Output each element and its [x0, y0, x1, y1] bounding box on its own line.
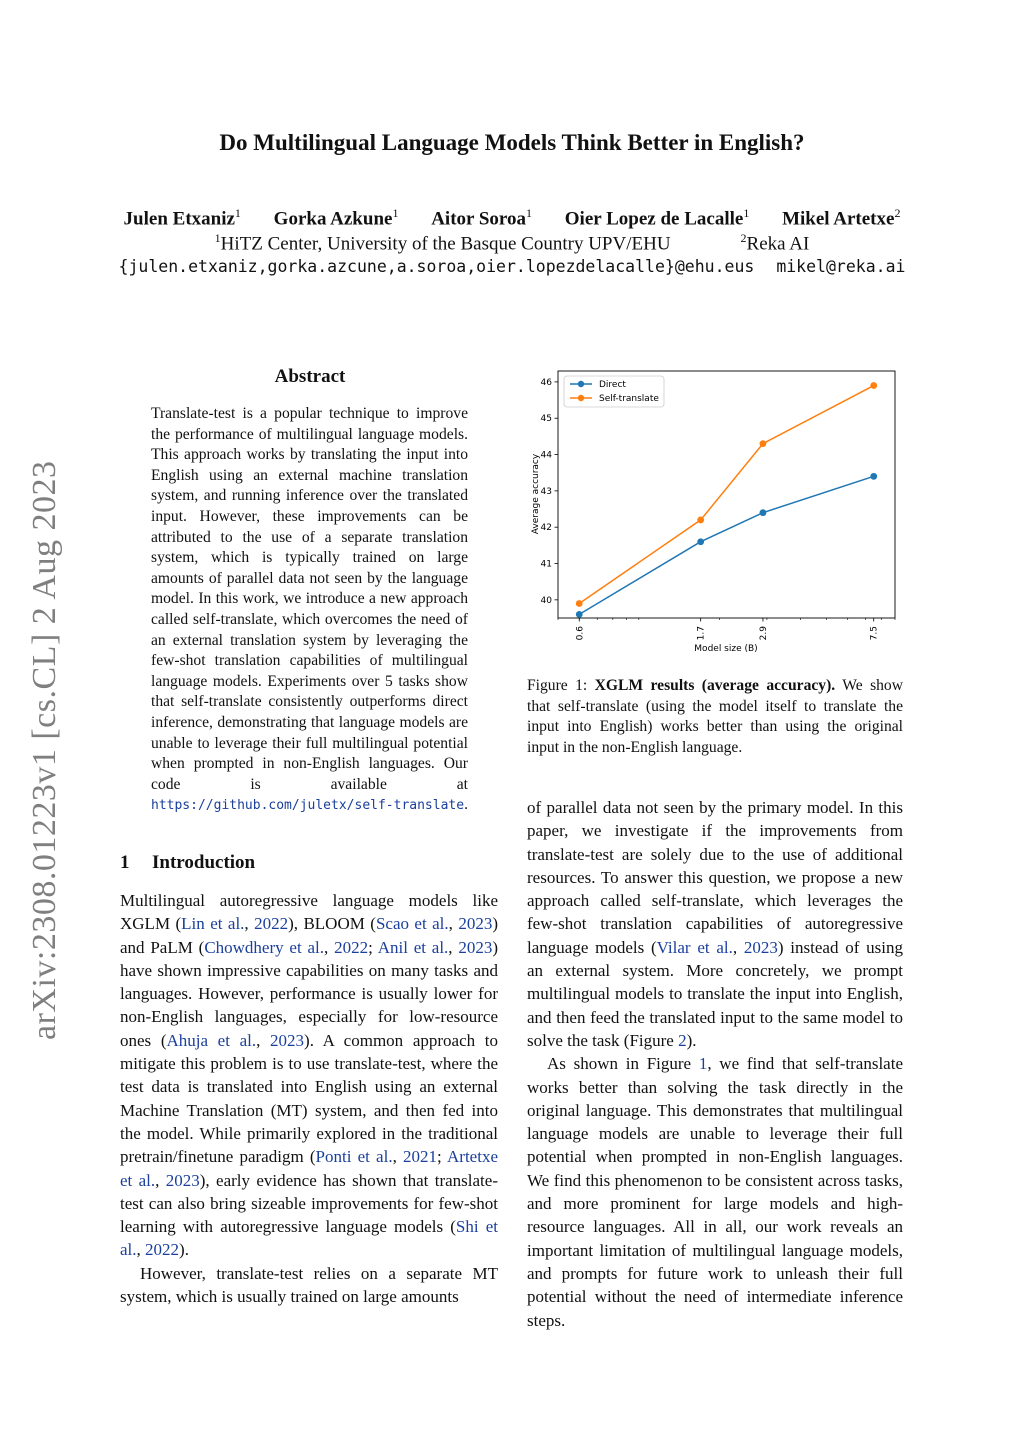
legend [564, 376, 664, 407]
citation-link[interactable]: Ponti et al. [315, 1147, 393, 1167]
citation-link[interactable]: 2 [678, 1030, 687, 1050]
citation-link[interactable]: 2021 [403, 1147, 438, 1167]
author-name: Oier Lopez de Lacalle [564, 208, 744, 230]
citation-link[interactable]: Anil et al. [377, 937, 449, 957]
y-tick-label: 40 [540, 595, 552, 606]
data-point-self-translate [870, 382, 877, 389]
text-run: , [244, 914, 255, 934]
author-name: Gorka Azkune [273, 208, 393, 230]
text-run: , [324, 937, 335, 957]
author-name: Aitor Soroa [431, 208, 527, 230]
x-axis-label: Model size (B) [694, 644, 758, 654]
text-run: , [448, 914, 459, 934]
author [431, 206, 532, 230]
paragraph [120, 889, 498, 1262]
y-tick-label: 44 [540, 450, 552, 461]
author-affil-mark: 2 [894, 206, 901, 220]
author [124, 206, 241, 230]
y-tick-label: 42 [540, 523, 552, 534]
legend-marker-direct [578, 381, 584, 387]
citation-link[interactable]: 1 [698, 1054, 708, 1074]
text-run: Multilingual autoregressive language models like XGLM ( [120, 891, 498, 934]
y-tick-label: 45 [540, 414, 552, 425]
affil-mark: 1 [214, 231, 221, 245]
y-tick-label: 43 [540, 486, 552, 497]
text-run: However, translate-test relies on a separate MT system, which is usually trained on large amounts [120, 1263, 498, 1307]
text-run: ; [368, 937, 378, 957]
author [782, 206, 900, 230]
abstract-end: . [464, 796, 468, 814]
paragraph [527, 796, 903, 1052]
caption-label: Figure 1: [527, 677, 595, 694]
text-run: ) instead of using an external system. More concretely, we prompt multilingual models to translate the input into English, and then feed the translated input to the same model to solve the task (Figure [527, 937, 903, 1050]
text-run: , we find that self-translate works better than solving the task directly in the original language. This demonstrates that multilingual language models are unable to leverage their full potential when prompted in non-English languages. We find this phenomenon to be consistent across tasks, and more prominent for large models and high-resource languages. All in all, our work reveals an important limitation of multilingual language models, and prompts for future work to unleash their full potential without the need of intermediate inference steps. [527, 1054, 903, 1330]
abstract-body [151, 404, 468, 817]
legend-label-direct: Direct [599, 380, 626, 390]
figure-caption [527, 676, 903, 758]
x-tick-label: 1.7 [696, 626, 707, 641]
x-tick-label: 0.6 [575, 626, 586, 641]
legend-label-self-translate: Self-translate [599, 394, 659, 404]
text-run: , [732, 937, 744, 957]
text-run: , [392, 1147, 404, 1167]
legend-marker-self-translate [578, 395, 584, 401]
data-point-direct [870, 473, 877, 480]
y-tick-label: 41 [540, 559, 552, 570]
affiliation: Reka AI [746, 233, 810, 255]
affiliation: HiTZ Center, University of the Basque Country UPV/EHU [220, 233, 671, 255]
figure-1 [527, 364, 907, 664]
author [565, 206, 750, 230]
arxiv-identifier: arXiv:2308.01223v1 [cs.CL] 2 Aug 2023 [26, 460, 63, 1040]
author-name: Mikel Artetxe [782, 208, 895, 230]
y-tick-label: 46 [540, 377, 552, 388]
text-run: of parallel data not seen by the primary model. In this paper, we investigate if the improvements from translate-test are solely due to the use of additional resources. To answer this question, we propose a new approach called self-translate, which leverages the few-shot translation capabilities of autoregressive language models ( [527, 798, 903, 957]
author-affil-mark: 1 [743, 206, 750, 220]
text-run: ). [179, 1240, 189, 1260]
affil-mark: 2 [740, 231, 747, 245]
text-run: ), BLOOM ( [288, 914, 376, 934]
section-number: 1 [120, 852, 130, 873]
data-point-self-translate [760, 440, 767, 447]
citation-link[interactable]: Lin et al. [181, 914, 245, 934]
text-run: ) have shown impressive capabilities on many tasks and languages. However, performance is usually lower for non-English languages, especially for low-resource ones ( [120, 937, 499, 1050]
accuracy-line-chart [527, 364, 907, 664]
text-run: , [448, 937, 459, 957]
citation-link[interactable]: Artetxe et al. [120, 1147, 498, 1190]
citation-link[interactable]: Chowdhery et al. [204, 937, 325, 957]
data-point-direct [576, 611, 583, 618]
text-run: ), early evidence has shown that translate-test can also bring sizeable improvements for few-shot learning with autoregressive language models ( [120, 1170, 498, 1237]
citation-link[interactable]: 2023 [165, 1170, 200, 1190]
caption-text: We show that self-translate (using the model itself to translate the input into English) works better than using the original input in the non-English language. [527, 677, 903, 756]
intro-left-column [120, 889, 498, 1308]
citation-link[interactable]: 2023 [270, 1030, 305, 1050]
section-title: Introduction [152, 852, 256, 873]
section-heading [120, 852, 255, 874]
citation-link[interactable]: 2023 [458, 914, 493, 934]
author-name: Julen Etxaniz [123, 208, 235, 230]
plot-frame [558, 371, 895, 618]
text-run: , [256, 1030, 271, 1050]
citation-link[interactable]: Vilar et al. [656, 937, 733, 957]
series-line-self-translate [579, 386, 873, 604]
paragraph [120, 1262, 498, 1309]
citation-link[interactable]: 2023 [458, 937, 493, 957]
series-line-direct [579, 476, 873, 614]
author-affil-mark: 1 [392, 206, 399, 220]
author-affil-mark: 1 [234, 206, 241, 220]
citation-link[interactable]: Ahuja et al. [166, 1030, 257, 1050]
intro-right-column [527, 796, 903, 1332]
author-affil-mark: 1 [526, 206, 533, 220]
citation-link[interactable]: Shi et al. [120, 1217, 499, 1260]
abstract-heading: Abstract [274, 366, 346, 387]
paper-title: Do Multilingual Language Models Think Better in English? [219, 130, 805, 155]
citation-link[interactable]: Scao et al. [375, 914, 449, 934]
email[interactable]: mikel@reka.ai [776, 257, 906, 276]
text-run: ). [686, 1030, 697, 1050]
text-run: ) and PaLM ( [120, 914, 499, 957]
text-run: , [155, 1170, 166, 1190]
abstract-text: Translate-test is a popular technique to improve the performance of multilingual language models. This approach works by translating the input into English using an external machine translation system, and running inference over the translated input. However, these improvements can be attributed to the use of a separate translation system, which is typically trained on large amounts of parallel data not seen by the language model. In this work, we introduce a new approach called self-translate, which overcomes the need of an external translation system by leveraging the few-shot translation capabilities of multilingual language models. Experiments over 5 tasks show that self-translate consistently outperforms direct inference, demonstrating that language models are unable to leverage their full multilingual potential when prompted in non-English languages. Our code is available at [151, 405, 468, 793]
text-run: ; [437, 1147, 448, 1167]
author [274, 206, 399, 230]
text-run: ). A common approach to mitigate this problem is to use translate-test, where the test data is translated into English using an external Machine Translation (MT) system, and then fed into the model. While primarily explored in the traditional pretrain/finetune paradigm ( [120, 1030, 498, 1167]
citation-link[interactable]: 2022 [145, 1240, 180, 1260]
citation-link[interactable]: 2022 [254, 914, 289, 934]
citation-link[interactable]: 2023 [743, 937, 778, 957]
email[interactable]: {julen.etxaniz,gorka.azcune,a.soroa,oier.lopezdelacalle}@ehu.eus [118, 257, 755, 276]
text-run: , [136, 1240, 146, 1260]
data-point-direct [697, 538, 704, 545]
x-tick-label: 2.9 [758, 626, 769, 641]
paragraph [527, 1052, 903, 1332]
emails [0, 257, 1024, 276]
data-point-self-translate [576, 600, 583, 607]
citation-link[interactable]: 2022 [334, 937, 369, 957]
author-list [20, 206, 1004, 230]
data-point-direct [760, 509, 767, 516]
code-link[interactable]: https://github.com/juletx/self-translate [151, 798, 465, 814]
affiliations [0, 231, 1024, 255]
y-axis-label: Average accuracy [531, 453, 541, 535]
caption-bold: XGLM results (average accuracy). [594, 677, 836, 694]
x-tick-label: 7.5 [869, 626, 880, 641]
text-run: As shown in Figure [547, 1054, 699, 1074]
data-point-self-translate [697, 517, 704, 524]
